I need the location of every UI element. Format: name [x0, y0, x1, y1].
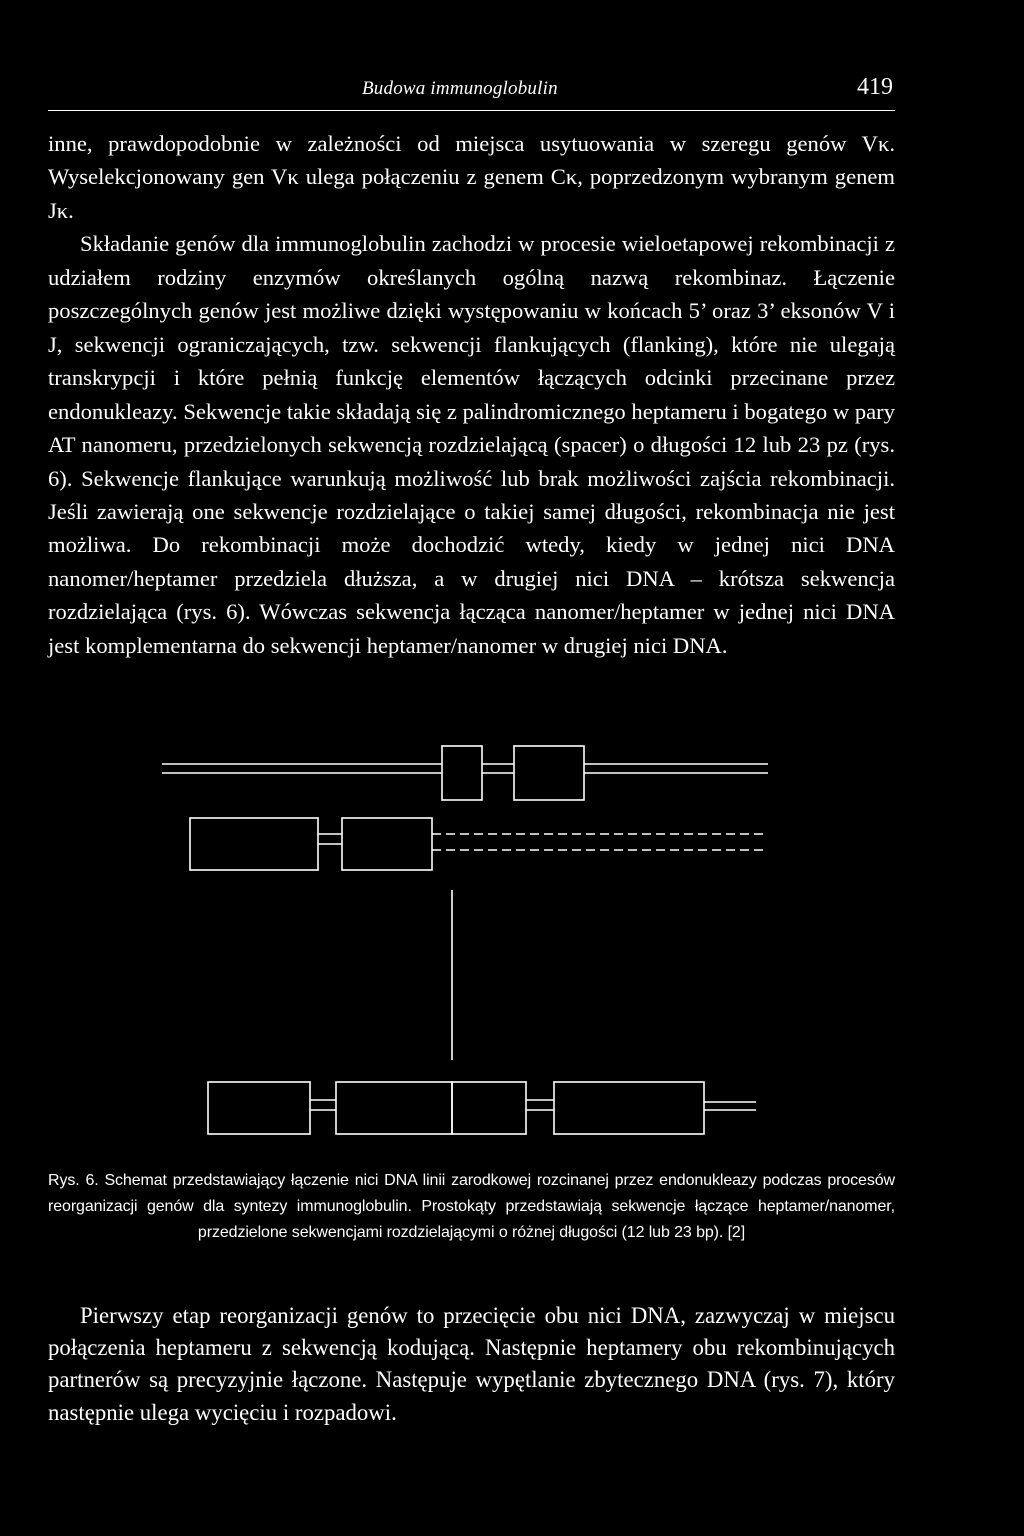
middle-strand	[190, 818, 768, 1060]
heptamer-box	[336, 1082, 452, 1134]
heptamer-box	[452, 1082, 526, 1134]
paragraph-3: Pierwszy etap reorganizacji genów to przecięcie obu nici DNA, zazwyczaj w miejscu połączenia heptameru z sekwencją kodującą. Następnie heptamery obu rekombinujących partnerów są precyzyjnie łączone. Następuje wypętlanie zbytecznego DNA (rys. 7), który następnie ulega wycięciu i rozpadowi.	[48, 1303, 895, 1425]
running-title: Budowa immunoglobulin	[362, 78, 558, 99]
heptamer-box	[442, 746, 482, 800]
nonamer-box	[190, 818, 318, 870]
top-strand	[162, 746, 768, 800]
paragraph-2: Składanie genów dla immunoglobulin zachodzi w procesie wieloetapowej rekombinacji z udziałem rodziny enzymów określanych ogólną nazwą rekombinaz. Łączenie poszczególnych genów jest możliwe dzięki występowaniu w końcach 5’ oraz 3’ eksonów V i J, sekwencji ograniczających, tzw. sekwencji flankujących (flanking), które nie ulegają transkrypcji i które pełnią funkcję elementów łączących odcinki przecinane przez endonukleazy. Sekwencje takie składają się z palindromicznego heptameru i bogatego w pary AT nanomeru, przedzielonych sekwencją rozdzielającą (spacer) o długości 12 lub 23 pz (rys. 6). Sekwencje flankujące warunkują możliwość lub brak możliwości zajścia rekombinacji. Jeśli zawierają one sekwencje rozdzielające o takiej samej długości, rekombinacja nie jest możliwa. Do rekombinacji może dochodzić wtedy, kiedy w jednej nici DNA nanomer/heptamer przedziela dłuższa, a w drugiej nici DNA – krótsza sekwencja rozdzielająca (rys. 6). Wówczas sekwencja łącząca nanomer/heptamer w jednej nici DNA jest komplementarna do sekwencji heptamer/nanomer w drugiej nici DNA.	[48, 231, 895, 658]
heptamer-box	[342, 818, 432, 870]
page-number: 419	[857, 74, 893, 100]
header-rule	[48, 110, 895, 111]
recombination-diagram	[0, 730, 1024, 1170]
figure-caption: Rys. 6. Schemat przedstawiający łączenie nici DNA linii zarodkowej rozcinanej przez endonukleazy podczas procesów reorganizacji genów dla syntezy immunoglobulin. Prostokąty przedstawiają sekwencje łączące heptamer/nanomer, przedzielone sekwencjami rozdzielającymi o różnej długości (12 lub 23 bp). [2]	[48, 1172, 895, 1241]
page-header	[48, 74, 895, 104]
body-text-bottom	[48, 1300, 895, 1429]
nonamer-box	[208, 1082, 310, 1134]
bottom-strand	[208, 1082, 756, 1134]
nonamer-box	[554, 1082, 704, 1134]
figure-recombination-diagram	[0, 730, 1024, 1170]
body-text-top	[48, 127, 895, 662]
paragraph-1: inne, prawdopodobnie w zależności od miejsca usytuowania w szeregu genów Vκ. Wyselekcjonowany gen Vκ ulega połączeniu z genem Cκ, poprzedzonym wybranym genem Jκ.	[48, 131, 895, 223]
nonamer-box	[514, 746, 584, 800]
